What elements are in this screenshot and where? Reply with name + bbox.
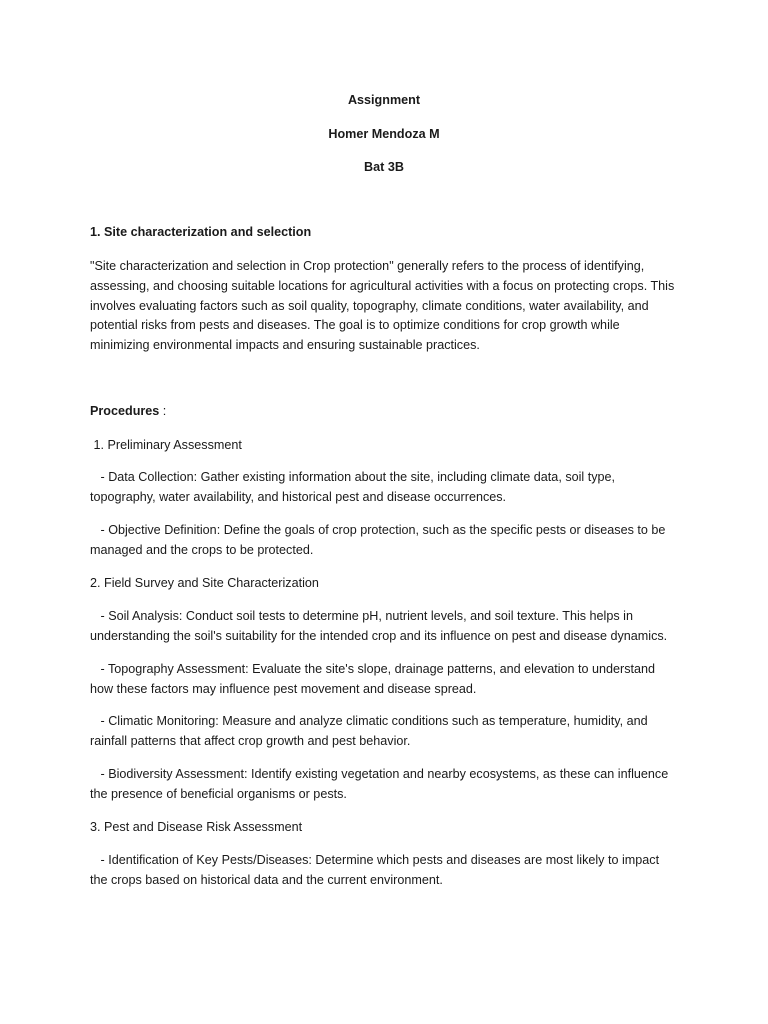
step-2-item-climatic: - Climatic Monitoring: Measure and analyze climatic conditions such as temperature, humidity, and rainfall patterns that affect crop growth and pest behavior. — [90, 714, 652, 748]
procedures-label-colon: : — [159, 404, 167, 418]
section-label: Bat 3B — [364, 160, 404, 174]
step-1-item-objective-definition: - Objective Definition: Define the goals of crop protection, such as the specific pests or diseases to be managed and the crops to be protected. — [90, 523, 669, 557]
step-2-item-topography: - Topography Assessment: Evaluate the site's slope, drainage patterns, and elevation to understand how these factors may influence pest movement and disease spread. — [90, 662, 659, 696]
step-2-title: 2. Field Survey and Site Characterization — [90, 576, 319, 590]
step-2-item-soil-analysis: - Soil Analysis: Conduct soil tests to determine pH, nutrient levels, and soil texture. This helps in understanding the soil's suitability for the intended crop and its influence on pest and disease dynamics. — [90, 609, 668, 643]
author-name: Homer Mendoza M — [328, 127, 440, 141]
procedures-label — [90, 402, 680, 422]
step-1-title: 1. Preliminary Assessment — [90, 438, 242, 452]
step-1-item-data-collection: - Data Collection: Gather existing information about the site, including climate data, soil type, topography, water availability, and historical pest and disease occurrences. — [90, 470, 619, 504]
document-title: Assignment — [347, 93, 421, 107]
section-heading: 1. Site characterization and selection — [90, 225, 312, 239]
procedures-label-text: Procedures — [90, 404, 160, 418]
intro-paragraph: "Site characterization and selection in Crop protection" generally refers to the process of identifying, assessing, and choosing suitable locations for agricultural activities with a focus on protecting crops. This involves evaluating factors such as soil quality, topography, climate conditions, water availability, and potential risks from pests and diseases. The goal is to optimize conditions for crop growth while minimizing environmental impacts and ensuring sustainable practices. — [90, 259, 675, 353]
step-2-item-biodiversity: - Biodiversity Assessment: Identify existing vegetation and nearby ecosystems, as these can influence the presence of beneficial organisms or pests. — [90, 767, 672, 801]
step-3-item-key-pests: - Identification of Key Pests/Diseases: Determine which pests and diseases are most likely to impact the crops based on historical data and the current environment. — [90, 853, 663, 887]
step-3-title: 3. Pest and Disease Risk Assessment — [90, 820, 303, 834]
